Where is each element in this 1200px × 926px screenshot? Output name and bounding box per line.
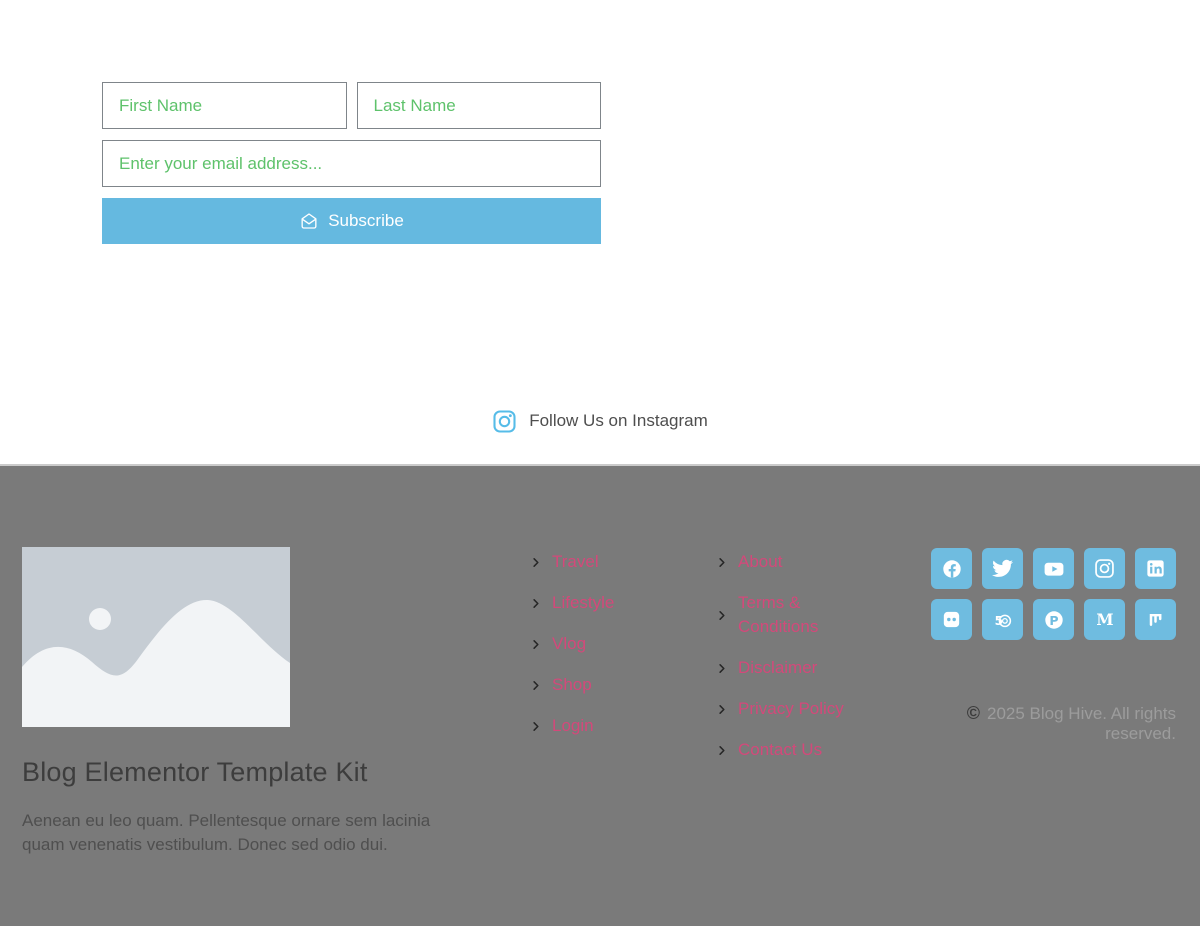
twitter-button[interactable]	[982, 548, 1023, 589]
footer-social-column	[900, 548, 1176, 744]
footer	[0, 464, 1200, 926]
500px-icon	[991, 608, 1015, 632]
chevron-right-icon	[716, 704, 727, 715]
menu-item-vlog	[530, 632, 690, 656]
open-envelope-icon	[299, 211, 319, 231]
instagram-icon	[492, 409, 517, 434]
facebook-button[interactable]	[931, 548, 972, 589]
instagram-icon	[1093, 557, 1116, 580]
last-name-field[interactable]	[357, 82, 602, 129]
follow-instagram-label: Follow Us on Instagram	[529, 411, 708, 430]
pinterest-icon	[1042, 608, 1066, 632]
mix-icon	[1144, 608, 1167, 631]
footer-link-vlog[interactable]: Vlog	[552, 634, 587, 653]
twitter-icon	[991, 557, 1014, 580]
medium-button[interactable]	[1084, 599, 1125, 640]
menu-item-login	[530, 714, 690, 738]
footer-menu-primary	[530, 550, 690, 755]
500px-button[interactable]	[982, 599, 1023, 640]
footer-link-travel[interactable]: Travel	[552, 552, 599, 571]
menu-item-about	[716, 550, 850, 574]
svg-text:P: P	[1048, 612, 1059, 628]
chevron-right-icon	[716, 745, 727, 756]
email-field[interactable]	[102, 140, 601, 187]
chevron-right-icon	[530, 721, 541, 732]
mix-button[interactable]	[1135, 599, 1176, 640]
brand-placeholder-image	[22, 547, 290, 727]
footer-menu-secondary	[716, 550, 850, 779]
chevron-right-icon	[716, 663, 727, 674]
footer-link-contact-us[interactable]: Contact Us	[738, 740, 823, 759]
youtube-button[interactable]	[1033, 548, 1074, 589]
pinterest-button[interactable]	[1033, 599, 1074, 640]
flickr-icon	[940, 608, 963, 631]
chevron-right-icon	[530, 557, 541, 568]
chevron-right-icon	[530, 680, 541, 691]
copyright-notice	[900, 703, 1176, 744]
footer-link-shop[interactable]: Shop	[552, 675, 592, 694]
medium-icon	[1093, 608, 1117, 632]
menu-item-lifestyle	[530, 591, 690, 615]
menu-item-terms	[716, 591, 850, 639]
linkedin-icon	[1144, 557, 1167, 580]
footer-link-login[interactable]: Login	[552, 716, 594, 735]
instagram-button[interactable]	[1084, 548, 1125, 589]
footer-link-disclaimer[interactable]: Disclaimer	[738, 658, 818, 677]
linkedin-button[interactable]	[1135, 548, 1176, 589]
chevron-right-icon	[530, 639, 541, 650]
chevron-right-icon	[716, 557, 727, 568]
footer-brand-column	[22, 547, 480, 857]
follow-instagram-link[interactable]	[0, 397, 1200, 445]
footer-link-about[interactable]: About	[738, 552, 783, 571]
footer-link-terms-conditions[interactable]: Terms & Conditions	[738, 593, 819, 636]
flickr-button[interactable]	[931, 599, 972, 640]
facebook-icon	[940, 557, 964, 581]
menu-item-travel	[530, 550, 690, 574]
youtube-icon	[1042, 557, 1066, 581]
copyright-symbol: ©	[966, 703, 980, 723]
menu-item-privacy	[716, 697, 850, 721]
chevron-right-icon	[530, 598, 541, 609]
social-icons-grid	[931, 548, 1176, 640]
footer-site-description: Aenean eu leo quam. Pellentesque ornare sem lacinia quam venenatis vestibulum. Donec sed odio dui.	[22, 811, 431, 854]
footer-link-privacy-policy[interactable]: Privacy Policy	[738, 699, 844, 718]
svg-text:5: 5	[994, 613, 1003, 628]
menu-item-contact	[716, 738, 850, 762]
subscribe-button[interactable]	[102, 198, 601, 244]
menu-item-shop	[530, 673, 690, 697]
menu-item-disclaimer	[716, 656, 850, 680]
first-name-field[interactable]	[102, 82, 347, 129]
chevron-right-icon	[716, 610, 727, 621]
svg-text:M: M	[1095, 609, 1114, 629]
footer-link-lifestyle[interactable]: Lifestyle	[552, 593, 615, 612]
subscribe-button-label: Subscribe	[328, 211, 404, 230]
subscribe-form	[102, 82, 601, 244]
footer-site-title: Blog Elementor Template Kit	[22, 757, 368, 787]
copyright-text: 2025 Blog Hive. All rights reserved.	[987, 704, 1176, 743]
